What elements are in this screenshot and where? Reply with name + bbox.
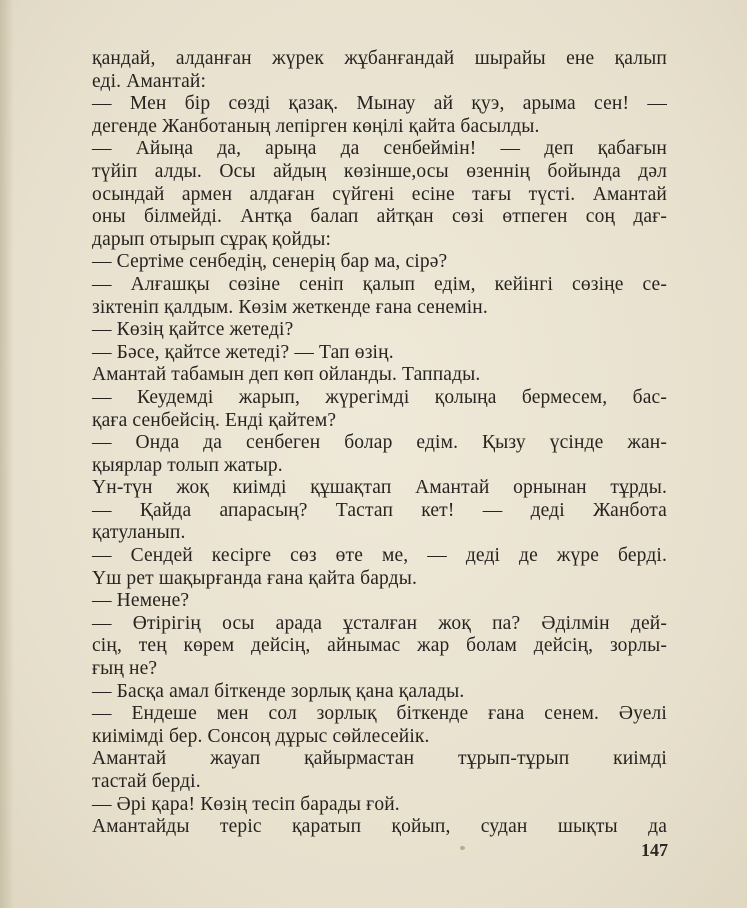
text-line: — Мен бір сөзді қазақ. Мынау ай қуэ, арыма сен! —: [92, 93, 667, 115]
text-line: дегенде Жанботаның лепірген көңілі қайта басылды.: [92, 115, 540, 137]
text-line: — Немене?: [92, 590, 190, 612]
text-line: киімімді бер. Сонсоң дұрыс сөйлесейік.: [92, 725, 430, 747]
text-line: — Қайда апарасың? Тастап кет! — деді Жанбота: [92, 499, 667, 521]
text-line: — Кеудемді жарып, жүрегімді қолыңа бермесем, бас-: [92, 386, 667, 408]
text-line: Амантай жауап қайырмастан тұрып-тұрып киімді: [92, 748, 667, 770]
text-line: — Бәсе, қайтсе жетеді? — Тап өзің.: [92, 341, 394, 363]
text-line: зіктеніп қалдым. Көзім жеткенде ғана сенемін.: [92, 296, 488, 318]
text-line: оны білмейді. Антқа балап айтқан сөзі өтпеген соң дағ-: [92, 206, 667, 228]
text-line: қыярлар толып жатыр.: [92, 454, 283, 476]
page-text: [92, 48, 667, 839]
text-line: — Алғашқы сөзіне сеніп қалып едім, кейінгі сөзіңе се-: [92, 273, 667, 295]
text-line: — Сендей кесірге сөз өте ме, — деді де жүре берді.: [92, 545, 667, 567]
text-line: — Өтірігің осы арада ұсталған жоқ па? Әділмін дей-: [92, 612, 667, 634]
text-line: — Әрі қара! Көзің тесіп барады ғой.: [92, 793, 400, 815]
text-line: — Ендеше мен сол зорлық біткенде ғана сенем. Әуелі: [92, 703, 667, 725]
text-line: Үш рет шақырғанда ғана қайта барды.: [92, 567, 418, 589]
text-line: Үн-түн жоқ киімді құшақтап Амантай орнынан тұрды.: [92, 477, 667, 499]
text-line: — Көзің қайтсе жетеді?: [92, 319, 294, 341]
text-line: қаға сенбейсің. Енді қайтем?: [92, 409, 337, 431]
text-line: — Басқа амал біткенде зорлық қана қалады.: [92, 680, 465, 702]
paper-speck: [460, 846, 465, 850]
text-line: түйіп алды. Осы айдың көзінше,осы өзеннің бойында дәл: [92, 160, 667, 182]
text-line: дарып отырып сұрақ қойды:: [92, 228, 332, 250]
text-line: қандай, алданған жүрек жұбанғандай шырайы ене қалып: [92, 48, 667, 69]
text-line: — Онда да сенбеген болар едім. Қызу үсінде жан-: [92, 432, 667, 454]
text-line: осындай армен алдаған сүйгені есіне тағы түсті. Амантай: [92, 183, 667, 205]
page-gutter-shadow: [0, 0, 14, 908]
text-line: еді. Амантай:: [92, 70, 207, 92]
text-line: — Айыңа да, арыңа да сенбеймін! — деп қабағын: [92, 138, 667, 160]
text-line: ғың не?: [92, 658, 158, 680]
text-line: — Сертіме сенбедің, сенерің бар ма, сірә?: [92, 251, 448, 273]
text-line: сің, тең көрем дейсің, айнымас жар болам дейсің, зорлы-: [92, 635, 667, 657]
text-line: қатуланып.: [92, 522, 186, 544]
text-line: Амантайды теріс қаратып қойып, судан шықты да: [92, 816, 667, 838]
page-number: 147: [641, 840, 668, 860]
text-line: Амантай табамын деп көп ойланды. Таппады.: [92, 364, 481, 386]
text-line: тастай берді.: [92, 771, 201, 792]
